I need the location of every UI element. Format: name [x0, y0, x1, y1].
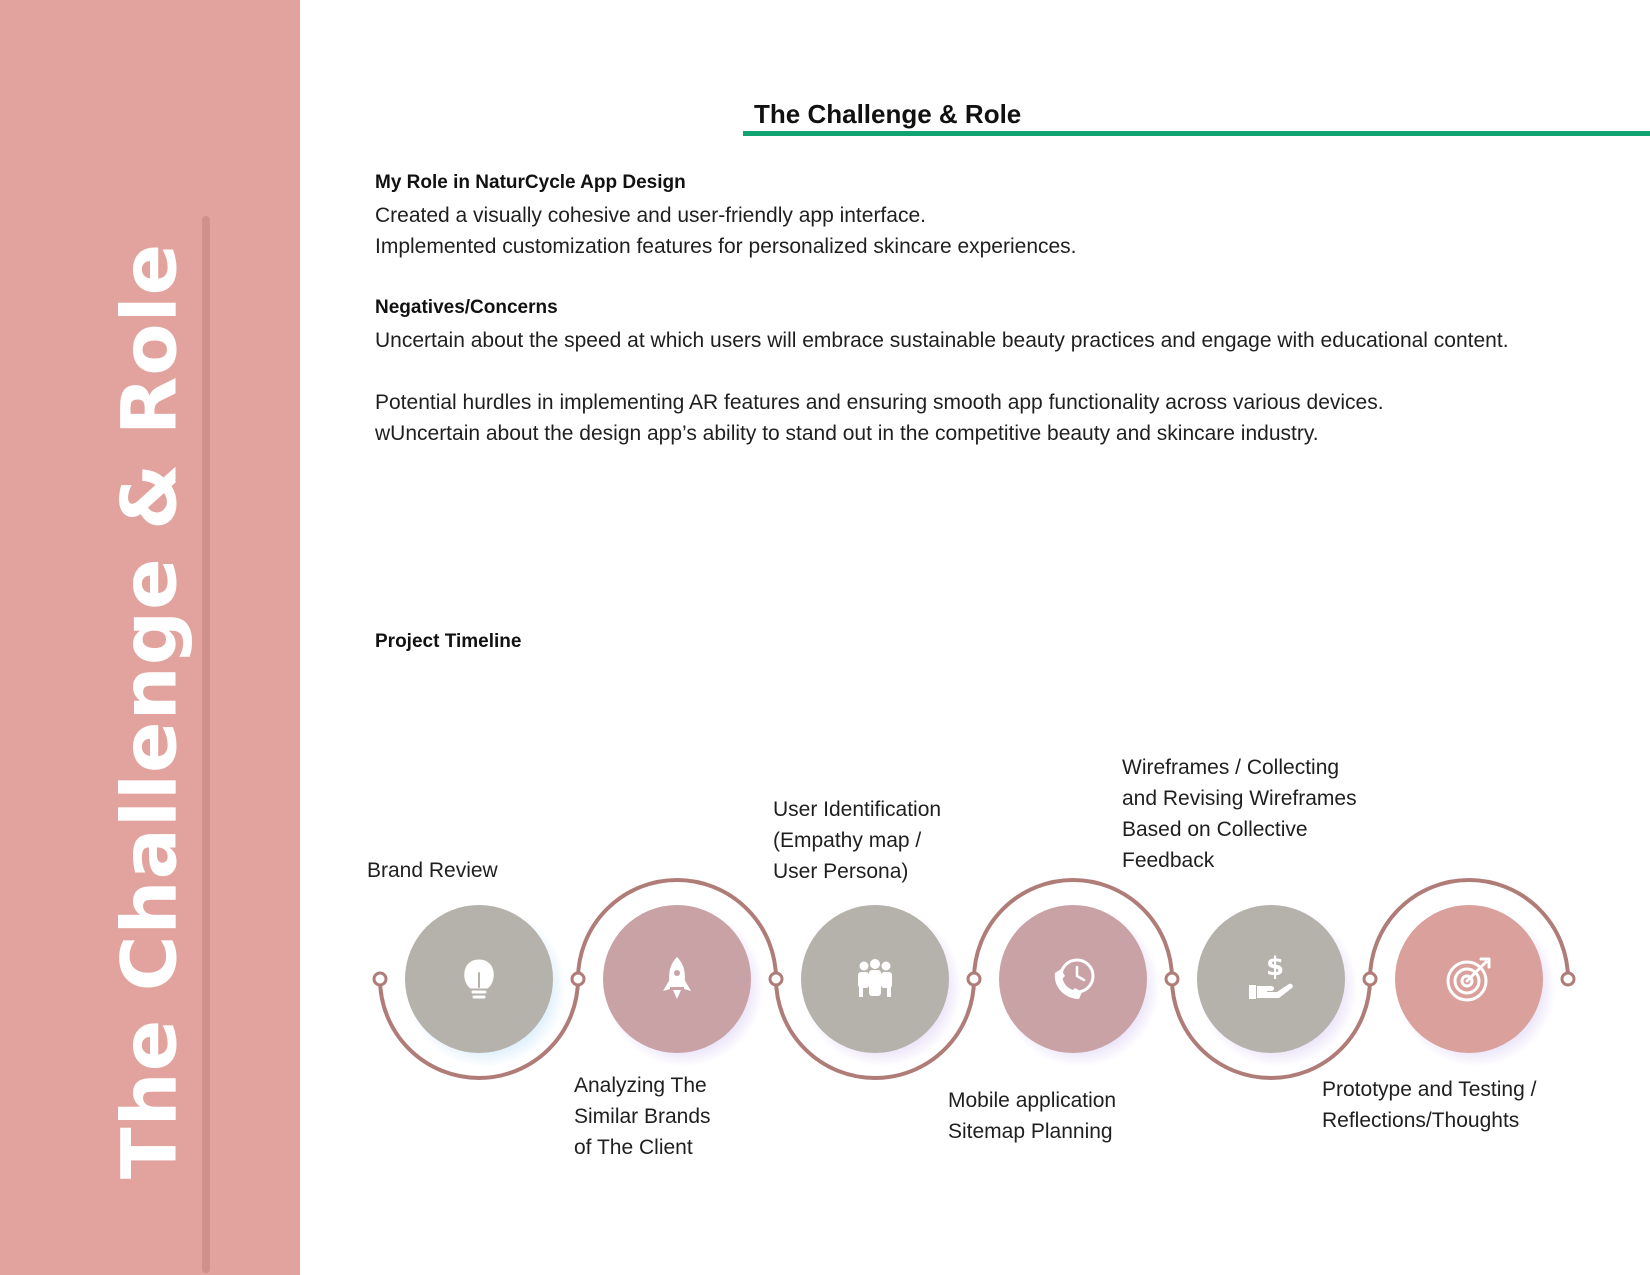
concerns-heading: Negatives/Concerns: [375, 297, 558, 318]
timeline-step-label: Wireframes / Collecting and Revising Wireframes Based on Collective Feedback: [1122, 756, 1357, 872]
sidebar-title: The Challenge & Role: [104, 242, 194, 1180]
page-title: The Challenge & Role: [754, 99, 1022, 129]
timeline-step-label: User Identification (Empathy map / User Persona): [773, 798, 942, 883]
concern-line: Potential hurdles in implementing AR features and ensuring smooth app functionality across various devices.: [375, 391, 1384, 414]
svg-text:$: $: [1265, 952, 1285, 982]
timeline-node: [374, 973, 386, 985]
concern-line: Uncertain about the speed at which users will embrace sustainable beauty practices and engage with educational content.: [375, 329, 1509, 352]
timeline-node: [1166, 973, 1178, 985]
role-line: Implemented customization features for personalized skincare experiences.: [375, 235, 1077, 258]
timeline-heading: Project Timeline: [375, 631, 522, 652]
role-heading: My Role in NaturCycle App Design: [375, 172, 686, 193]
timeline-node: [1364, 973, 1376, 985]
timeline-step-label: Mobile application Sitemap Planning: [948, 1089, 1117, 1143]
timeline-step-label: Analyzing The Similar Brands of The Client: [574, 1074, 711, 1159]
timeline-node: [1562, 973, 1574, 985]
concern-line: wUncertain about the design app’s ability to stand out in the competitive beauty and skincare industry.: [375, 422, 1319, 445]
timeline-node: [770, 973, 782, 985]
step-circle: [999, 905, 1147, 1053]
timeline-node: [572, 973, 584, 985]
timeline-step-label: Prototype and Testing / Reflections/Thoughts: [1322, 1078, 1537, 1132]
timeline-node: [968, 973, 980, 985]
timeline-step-label: Brand Review: [367, 859, 498, 882]
role-line: Created a visually cohesive and user-friendly app interface.: [375, 204, 926, 227]
